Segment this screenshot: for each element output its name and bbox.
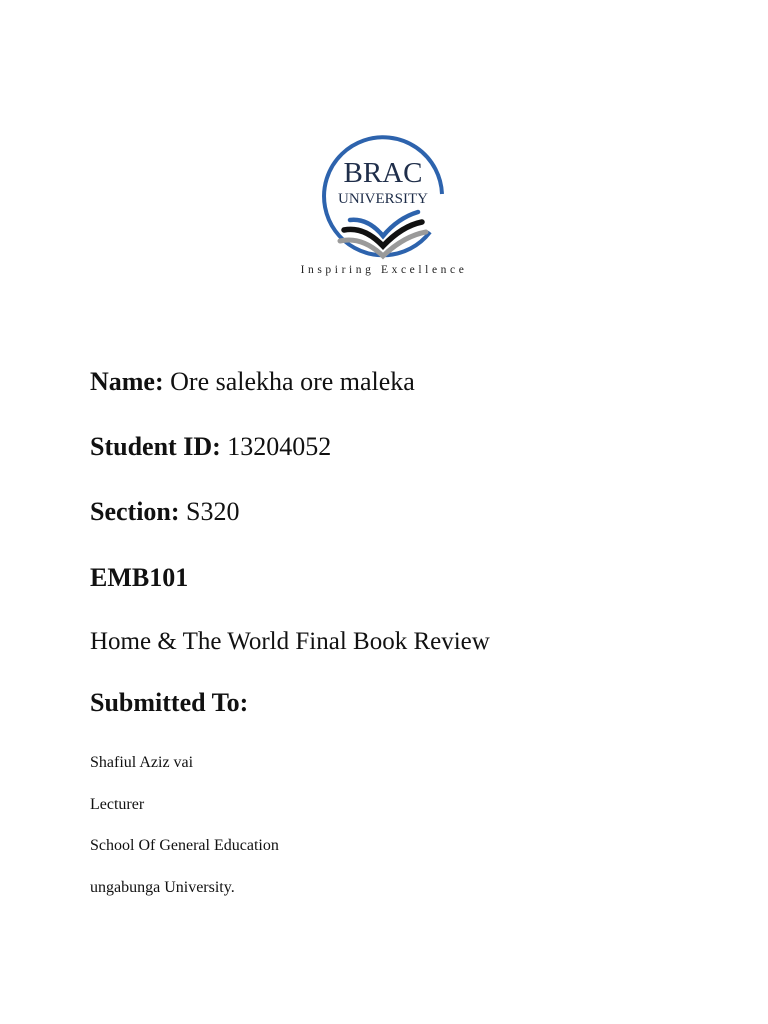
submitted-to-heading: Submitted To: — [90, 688, 249, 717]
student-id-line — [90, 432, 331, 462]
student-id-value: 13204052 — [220, 432, 332, 461]
logo-tagline: Inspiring Excellence — [300, 264, 468, 276]
student-name-line — [90, 367, 415, 397]
logo-brand-line1: BRAC — [343, 157, 423, 189]
name-value: Ore salekha ore maleka — [163, 367, 415, 396]
assignment-title: Home & The World Final Book Review — [90, 628, 490, 655]
course-code: EMB101 — [90, 563, 189, 592]
name-label: Name: — [90, 367, 164, 396]
recipient-institution: ungabunga University. — [90, 879, 235, 896]
section-value: S320 — [179, 497, 240, 526]
section-label: Section: — [90, 497, 180, 526]
student-id-label: Student ID: — [90, 432, 221, 461]
brac-university-logo-icon — [308, 124, 458, 274]
recipient-designation: Lecturer — [90, 796, 145, 813]
recipient-department: School Of General Education — [90, 837, 279, 854]
section-line — [90, 497, 240, 527]
recipient-name: Shafiul Aziz vai — [90, 754, 194, 771]
logo-brand-line2: UNIVERSITY — [338, 191, 428, 207]
